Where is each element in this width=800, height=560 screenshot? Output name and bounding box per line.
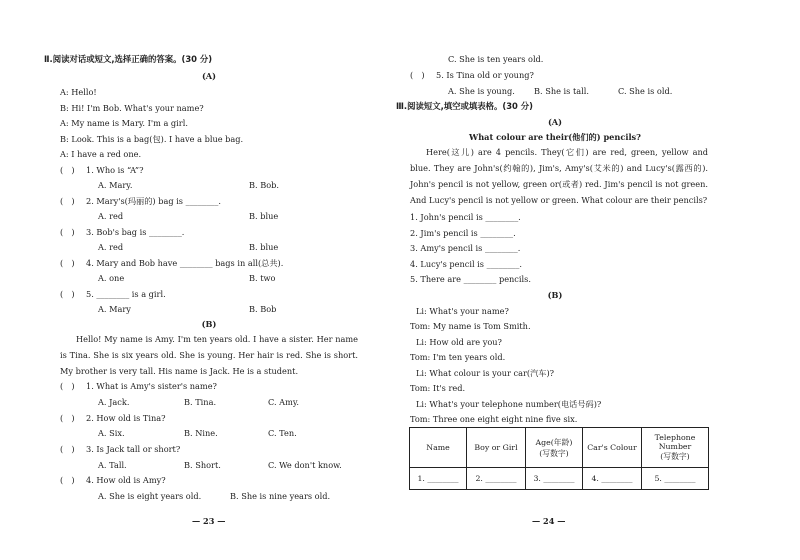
option-b: B. Short. [184, 460, 221, 470]
question-stem: 1. What is Amy's sister's name? [86, 381, 217, 391]
dialog-line: Tom: My name is Tom Smith. [410, 321, 531, 331]
dialog-line: A: My name is Mary. I'm a girl. [60, 118, 188, 128]
option-c: C. We don't know. [268, 460, 342, 470]
dialog-line: Li: What colour is your car(汽车)? [416, 368, 555, 378]
dialog-line: Tom: Three one eight eight nine five six. [410, 414, 578, 424]
option-c: C. She is old. [618, 86, 673, 96]
question-stem: 2. Mary's(玛丽的) bag is ________. [86, 196, 221, 206]
part-a-heading: (A) [201, 71, 217, 81]
header-car-colour: Car's Colour [583, 428, 642, 468]
option-a: A. Mary. [98, 180, 133, 190]
header-age-label: Age(年龄) [535, 437, 573, 447]
question-stem: 3. Is Jack tall or short? [86, 444, 181, 454]
option-b: B. blue [249, 211, 279, 221]
option-b: B. two [249, 273, 276, 283]
dialog-line: Tom: It's red. [410, 383, 466, 393]
option-a: A. red [98, 242, 124, 252]
option-a: A. She is young. [448, 86, 515, 96]
table-cell-age[interactable]: 3. ________ [526, 468, 583, 490]
option-b: B. She is nine years old. [230, 491, 331, 501]
dialog-line: B: Hi! I'm Bob. What's your name? [60, 103, 204, 113]
fill-blank-item[interactable]: 1. John's pencil is ________. [410, 212, 521, 222]
option-a: A. Six. [98, 428, 125, 438]
dialog-line: A: I have a red one. [60, 149, 142, 159]
passage-title: What colour are their(他们的) pencils? [469, 132, 641, 142]
header-phone-hint: (写数字) [660, 452, 690, 461]
table-cell-car-colour[interactable]: 4. ________ [583, 468, 642, 490]
question-stem: 5. Is Tina old or young? [436, 70, 534, 80]
option-b: B. She is tall. [534, 86, 589, 96]
option-a: A. red [98, 211, 124, 221]
option-a: A. Mary [98, 304, 131, 314]
question-stem: 4. Mary and Bob have ________ bags in all(总共). [86, 258, 284, 268]
option-b: B. Bob [249, 304, 277, 314]
question-stem: 4. How old is Amy? [86, 475, 166, 485]
fill-blank-item[interactable]: 3. Amy's pencil is ________. [410, 243, 521, 253]
answer-paren[interactable]: ( ) [60, 227, 75, 237]
header-phone-label: Telephone Number [654, 433, 696, 451]
info-table [409, 427, 709, 490]
header-name: Name [410, 428, 467, 468]
fill-blank-item[interactable]: 2. Jim's pencil is ________. [410, 228, 516, 238]
header-gender: Boy or Girl [467, 428, 526, 468]
header-age-hint: (写数字) [539, 448, 569, 458]
table-cell-gender[interactable]: 2. ________ [467, 468, 526, 490]
answer-paren[interactable]: ( ) [60, 196, 75, 206]
option-b: B. Nine. [184, 428, 218, 438]
dialog-line: Li: What's your name? [416, 306, 509, 316]
option-b: B. blue [249, 242, 279, 252]
option-c: C. Ten. [268, 428, 297, 438]
answer-paren[interactable]: ( ) [60, 413, 75, 423]
section-title-3: Ⅲ.阅读短文,填空或填表格。(30 分) [396, 101, 534, 111]
part-b-heading: (B) [547, 290, 563, 300]
table-cell-phone[interactable]: 5. ________ [642, 468, 709, 490]
option-c: C. She is ten years old. [448, 54, 544, 64]
answer-paren[interactable]: ( ) [60, 444, 75, 454]
option-a: A. Jack. [98, 397, 130, 407]
option-b: B. Bob. [249, 180, 280, 190]
answer-paren[interactable]: ( ) [60, 381, 75, 391]
option-b: B. Tina. [184, 397, 217, 407]
dialog-line: Tom: I'm ten years old. [410, 352, 506, 362]
option-c: C. Amy. [268, 397, 299, 407]
question-stem: 3. Bob's bag is ________. [86, 227, 185, 237]
header-age [526, 428, 583, 468]
answer-paren[interactable]: ( ) [60, 475, 75, 485]
reading-passage: Hello! My name is Amy. I'm ten years old. I have a sister. Her name is Tina. She is six years old. She is young. Her hair is red. She is short. My brother is very tall. His name is Jack. He is a student. [60, 334, 358, 376]
section-title-2: Ⅱ.阅读对话或短文,选择正确的答案。(30 分) [44, 54, 213, 64]
page-number: — 23 — [192, 516, 226, 526]
fill-blank-item[interactable]: 4. Lucy's pencil is ________. [410, 259, 522, 269]
option-a: A. one [98, 273, 125, 283]
page-number: — 24 — [532, 516, 566, 526]
table-cell-name[interactable]: 1. ________ [410, 468, 467, 490]
option-a: A. She is eight years old. [98, 491, 202, 501]
reading-passage: Here(这儿) are 4 pencils. They(它们) are red, green, yellow and blue. They are John's(约翰的), Jim's, Amy's(艾米的) and Lucy's(露西的). John's pencil is not yellow, green or(或者) red. Jim's pencil is not green. And Lucy's pencil is not yellow or green. What colour are their pencils? [410, 147, 708, 205]
question-stem: 1. Who is “A”? [86, 165, 144, 175]
part-b-heading: (B) [201, 319, 217, 329]
question-stem: 5. ________ is a girl. [86, 289, 166, 299]
fill-blank-item[interactable]: 5. There are ________ pencils. [410, 274, 531, 284]
answer-paren[interactable]: ( ) [410, 70, 425, 80]
header-phone [642, 428, 709, 468]
answer-paren[interactable]: ( ) [60, 289, 75, 299]
part-a-heading: (A) [547, 117, 563, 127]
dialog-line: A: Hello! [60, 87, 97, 97]
dialog-line: B: Look. This is a bag(包). I have a blue bag. [60, 134, 244, 144]
dialog-line: Li: How old are you? [416, 337, 502, 347]
answer-paren[interactable]: ( ) [60, 258, 75, 268]
option-a: A. Tall. [98, 460, 127, 470]
dialog-line: Li: What's your telephone number(电话号码)? [416, 399, 602, 409]
answer-paren[interactable]: ( ) [60, 165, 75, 175]
question-stem: 2. How old is Tina? [86, 413, 166, 423]
